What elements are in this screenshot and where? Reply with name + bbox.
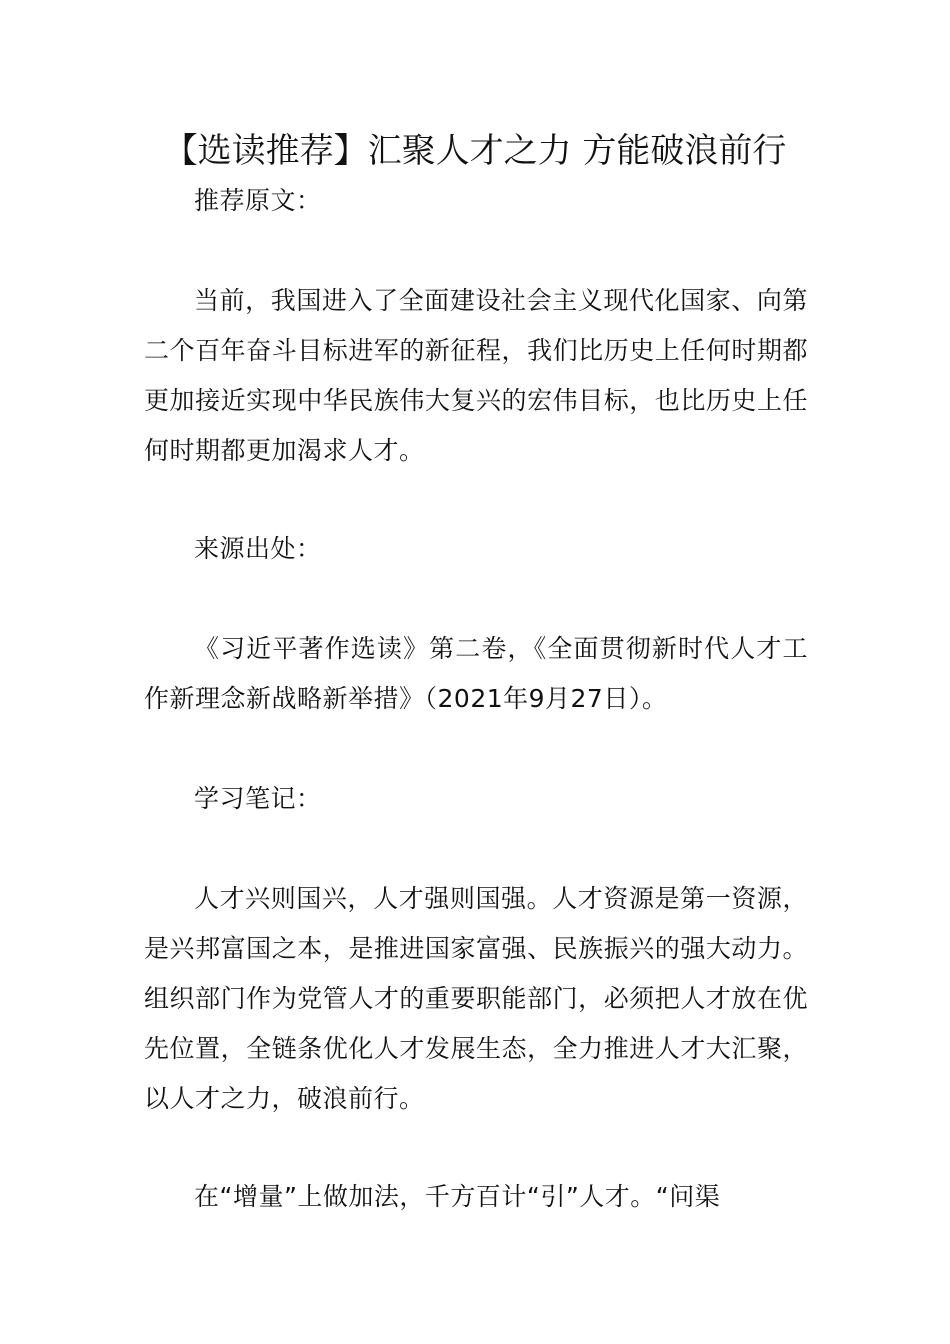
section-label-study-notes: 学习笔记： bbox=[194, 784, 322, 813]
section-label-source: 来源出处： bbox=[194, 534, 322, 563]
paragraph-continuation: 在“增量”上做加法，千方百计“引”人才。“问渠 bbox=[194, 1182, 721, 1211]
document-title: 【选读推荐】汇聚人才之力 方能破浪前行 bbox=[163, 131, 787, 171]
section-label-original-text: 推荐原文： bbox=[194, 186, 322, 215]
paragraph-source: 《习近平著作选读》第二卷，《全面贯彻新时代人才工作新理念新战略新举措》（2021年9月27日）。 bbox=[144, 634, 808, 713]
paragraph-original-text: 当前，我国进入了全面建设社会主义现代化国家、向第二个百年奋斗目标进军的新征程，我们比历史上任何时期都更加接近实现中华民族伟大复兴的宏伟目标，也比历史上任何时期都更加渴求人才。 bbox=[144, 286, 808, 465]
paragraph-study-notes: 人才兴则国兴，人才强则国强。人才资源是第一资源，是兴邦富国之本，是推进国家富强、民族振兴的强大动力。组织部门作为党管人才的重要职能部门，必须把人才放在优先位置，全链条优化人才发展生态，全力推进人才大汇聚，以人才之力，破浪前行。 bbox=[144, 884, 808, 1113]
